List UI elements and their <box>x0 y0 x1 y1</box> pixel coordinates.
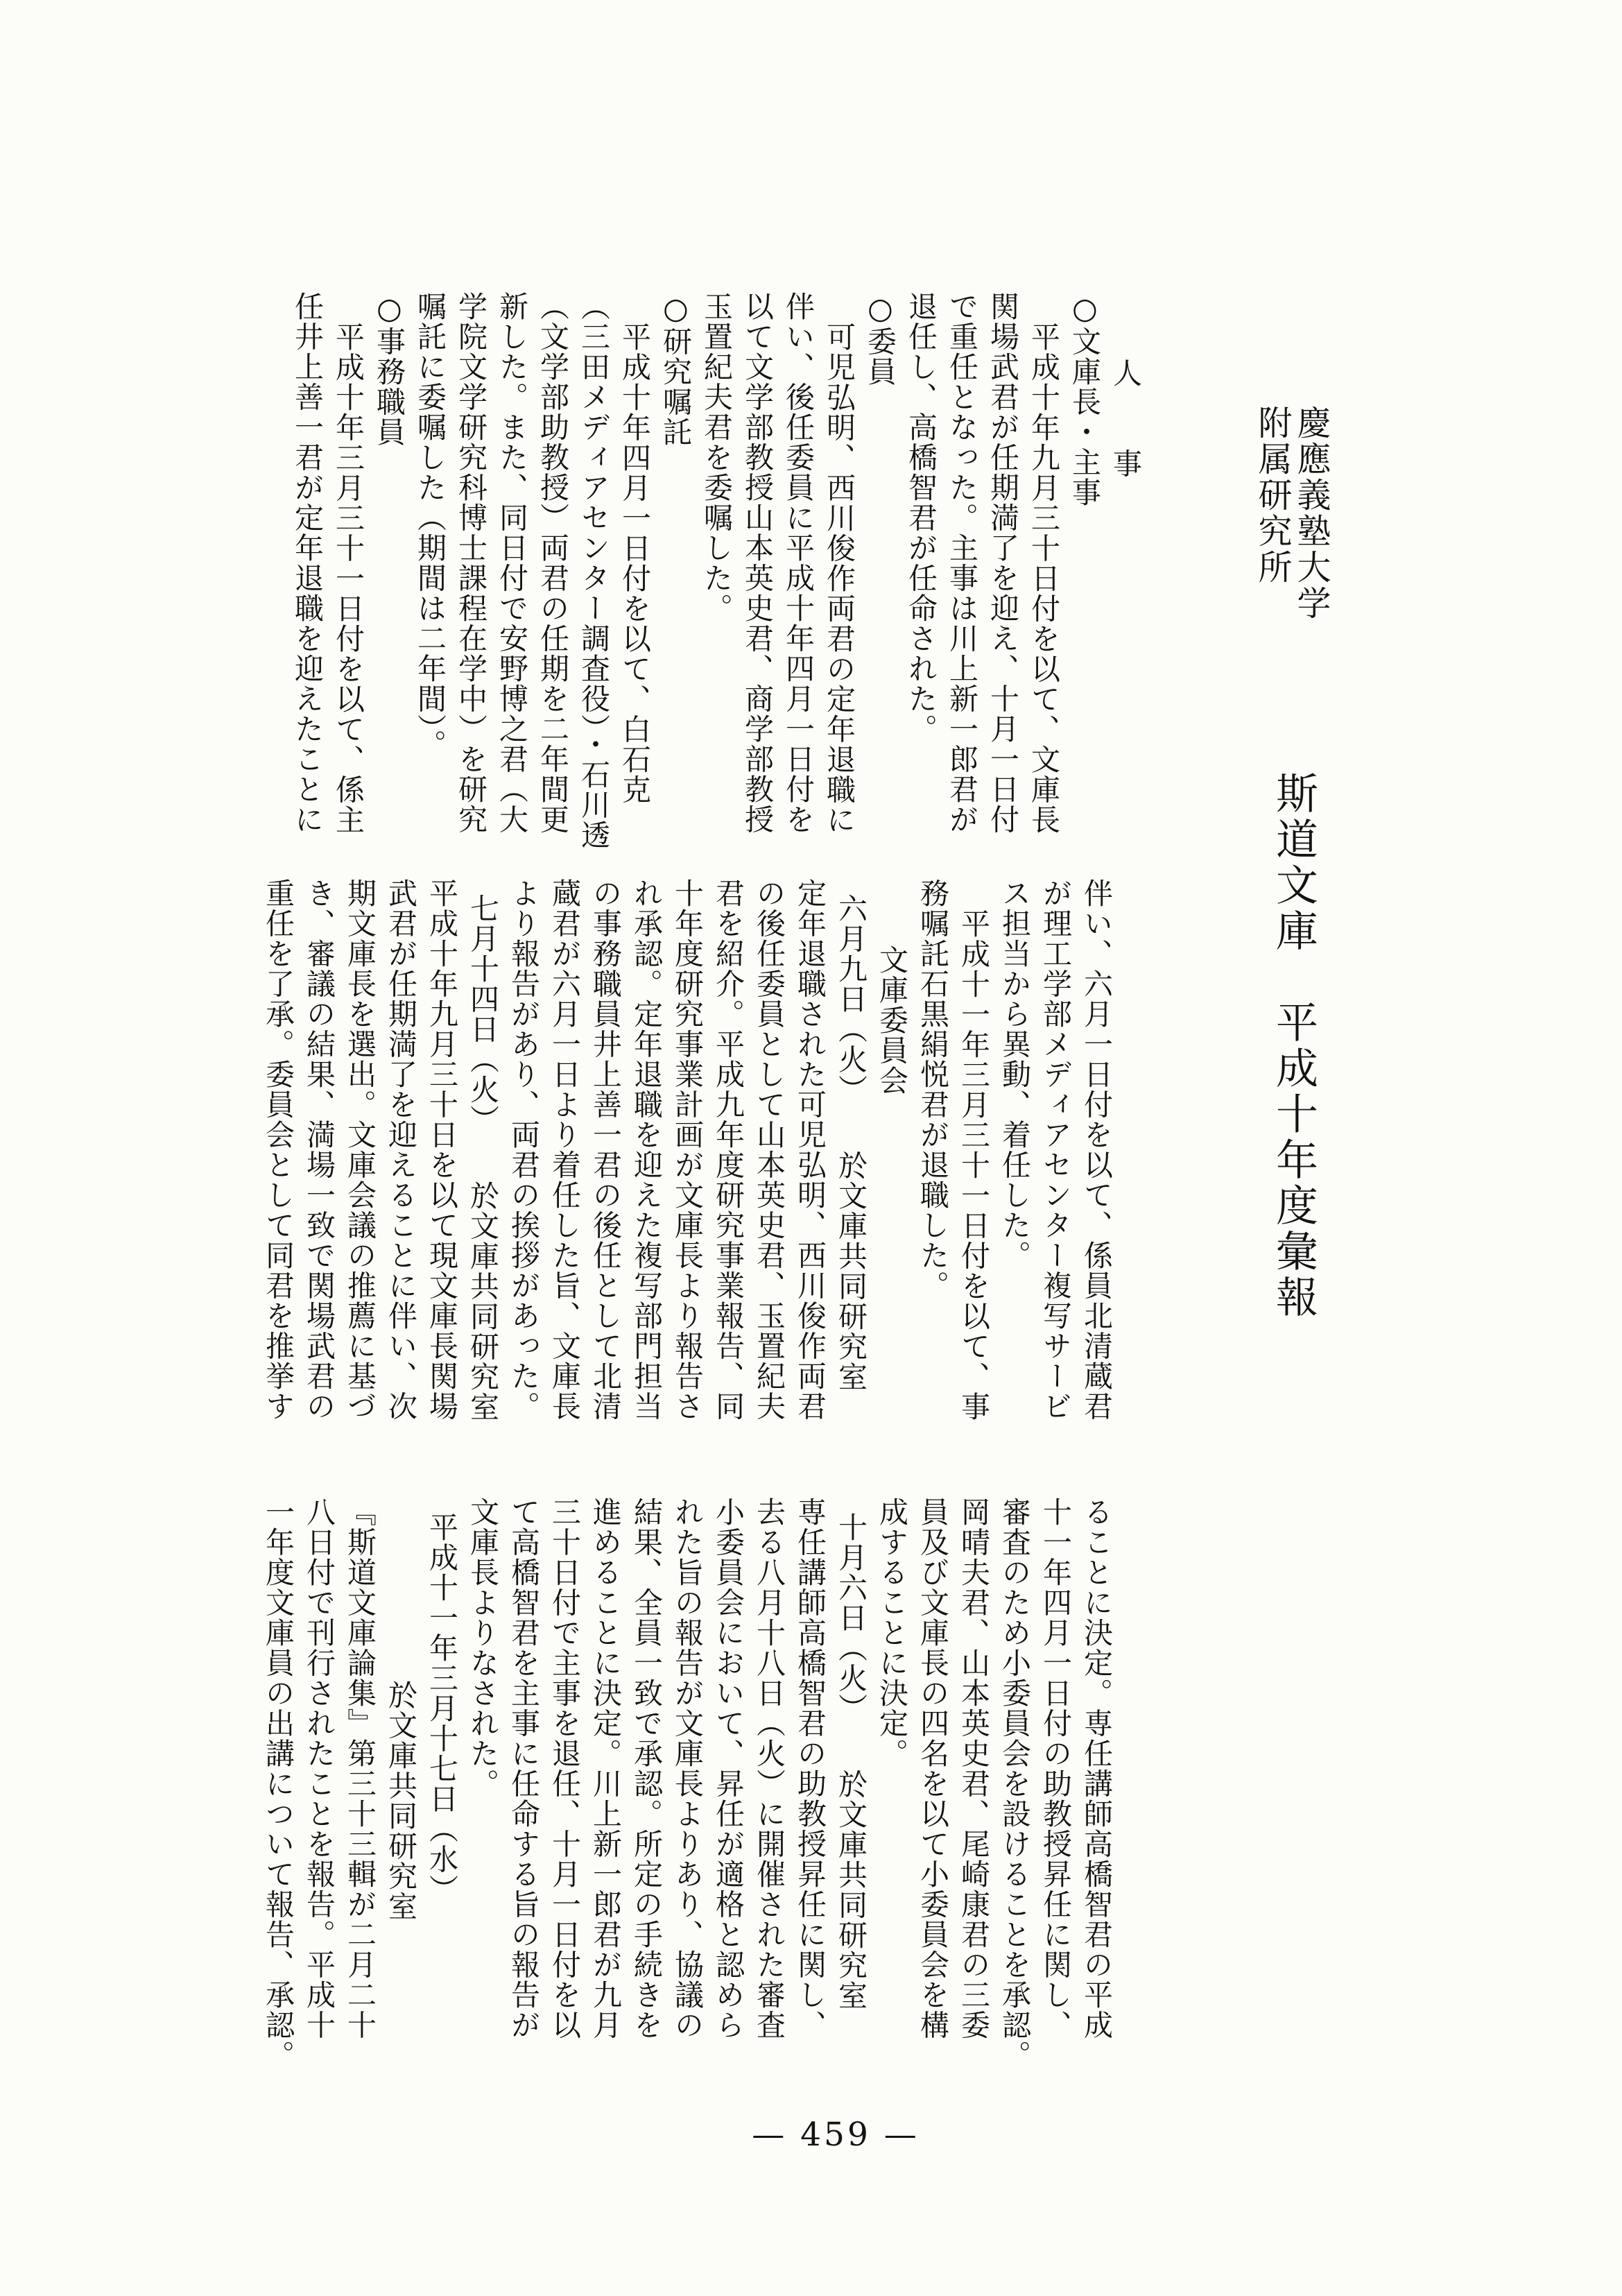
text-column: （三田メディアセンター調査役）・石川透 <box>577 291 611 850</box>
text-column: 十年度研究事業計画が文庫長より報告さ <box>671 878 705 1421</box>
text-column: 平成十年三月三十一日付を以て、係主 <box>331 322 365 835</box>
publisher-name: 慶應義塾大学 <box>1292 405 1331 622</box>
text-column: で重任となった。主事は川上新一郎君が <box>945 291 979 834</box>
text-column: 蔵君が六月一日より着任した旨、文庫長 <box>548 878 582 1421</box>
text-column: 結果、全員一致で承認。所定の手続きを <box>630 1497 664 2040</box>
text-column: 伴い、後任委員に平成十年四月一日付を <box>782 291 816 834</box>
text-column: ス担当から異動、着任した。 <box>998 878 1032 1271</box>
text-column: 学院文学研究科博士課程在学中）を研究 <box>454 291 488 834</box>
text-column: て高橋智君を主事に任命する旨の報告が <box>507 1497 541 2040</box>
text-column: の後任委員として山本英史君、玉置紀夫 <box>752 878 786 1421</box>
text-column: ることに決定。専任講師高橋智君の平成 <box>1080 1497 1114 2040</box>
text-column: 務嘱託石黒絹悦君が退職した。 <box>916 878 950 1301</box>
text-column: 専任講師高橋智君の助教授昇任に関し、 <box>793 1497 827 2040</box>
text-column: 以て文学部教授山本英史君、商学部教授 <box>741 291 775 834</box>
text-column: 平成十年四月一日付を以て、白石克 <box>618 322 652 805</box>
text-column: 『斯道文庫論集』第三十三輯が二月二十 <box>343 1497 377 2040</box>
text-column: 八日付で刊行されたことを報告。平成十 <box>302 1497 336 2040</box>
section-heading-library-committee: 文庫委員会 <box>875 945 909 1096</box>
text-column: の事務職員井上善一君の後任として北清 <box>589 878 623 1421</box>
committee-section-part1 <box>254 878 1117 1453</box>
text-column: 一年度文庫員の出講について報告、承認。 <box>261 1497 295 2071</box>
text-column: （文学部助教授）両君の任期を二年間更 <box>536 291 570 834</box>
text-column: 平成十年九月三十日付を以て、文庫長 <box>1027 322 1061 835</box>
text-column: 去る八月十八日（火）に開催された審査 <box>752 1497 786 2040</box>
meeting-date-line: 十月六日（火） 於文庫共同研究室 <box>834 1512 868 2011</box>
page-number: — 459 — <box>752 2116 920 2154</box>
text-column: 退任し、高橋智君が任命された。 <box>904 291 938 744</box>
meeting-date-line: 六月九日（火） 於文庫共同研究室 <box>834 893 868 1392</box>
text-column: き、審議の結果、満場一致で関場武君の <box>302 878 336 1421</box>
text-column: 武君が任期満了を迎えることに伴い、次 <box>384 878 418 1421</box>
text-column: 文庫長よりなされた。 <box>466 1497 500 1799</box>
text-column: 期文庫長を選出。文庫会議の推薦に基づ <box>343 878 377 1421</box>
meeting-date-line: 平成十一年三月十七日（水） <box>425 1512 459 1905</box>
text-column: 可児弘明、西川俊作両君の定年退職に <box>822 322 856 835</box>
text-column: れた旨の報告が文庫長よりあり、協議の <box>671 1497 705 2040</box>
text-column: 関場武君が任期満了を迎え、十月一日付 <box>986 291 1020 834</box>
meeting-place-line: 於文庫共同研究室 <box>384 1680 418 1921</box>
text-column: 岡晴夫君、山本英史君、尾崎康君の三委 <box>957 1497 991 2040</box>
document-title: 斯道文庫 平成十年度彙報 <box>1269 771 1318 1321</box>
text-column: が理工学部メディアセンター複写サービ <box>1039 878 1073 1421</box>
subsection-heading-members: ○委員 <box>863 291 897 387</box>
subsection-heading-office-staff: ○事務職員 <box>372 291 406 447</box>
text-column: 進めることに決定。川上新一郎君が九月 <box>589 1497 623 2040</box>
committee-section-part2 <box>254 1497 1117 2076</box>
meeting-date-line: 七月十四日（火） 於文庫共同研究室 <box>466 893 500 1422</box>
text-column: 十一年四月一日付の助教授昇任に関し、 <box>1039 1497 1073 2040</box>
text-column: 伴い、六月一日付を以て、係員北清蔵君 <box>1080 878 1114 1421</box>
text-column: 玉置紀夫君を委嘱した。 <box>700 291 734 624</box>
text-column: 重任を了承。委員会として同君を推挙す <box>261 878 295 1421</box>
text-column: 小委員会において、昇任が適格と認めら <box>711 1497 745 2040</box>
subsection-heading-research-fellows: ○研究嘱託 <box>659 291 693 447</box>
section-heading-personnel: 人 事 <box>1109 358 1143 479</box>
text-column: 成することに決定。 <box>875 1497 909 1769</box>
text-column: 君を紹介。平成九年度研究事業報告、同 <box>711 878 745 1421</box>
text-column: 平成十年九月三十日を以て現文庫長関場 <box>425 878 459 1421</box>
text-column: 新した。また、同日付で安野博之君（大 <box>495 291 529 834</box>
text-column: 嘱託に委嘱した（期間は二年間）。 <box>413 291 447 760</box>
text-column: れ承認。定年退職を迎えた複写部門担当 <box>630 878 664 1421</box>
institute-name: 附属研究所 <box>1253 405 1293 585</box>
text-column: 三十日付で主事を退任、十月一日付を以 <box>548 1497 582 2040</box>
personnel-section <box>283 291 1146 850</box>
text-column: 審査のため小委員会を設けることを承認。 <box>998 1497 1032 2071</box>
text-column: 員及び文庫長の四名を以て小委員会を構 <box>916 1497 950 2040</box>
text-column: 平成十一年三月三十一日付を以て、事 <box>957 909 991 1422</box>
text-column: より報告があり、両君の挨拶があった。 <box>507 878 541 1421</box>
subsection-heading-director: ○文庫長・主事 <box>1068 291 1102 508</box>
text-column: 定年退職された可児弘明、西川俊作両君 <box>793 878 827 1421</box>
text-column: 任井上善一君が定年退職を迎えたことに <box>291 291 325 834</box>
